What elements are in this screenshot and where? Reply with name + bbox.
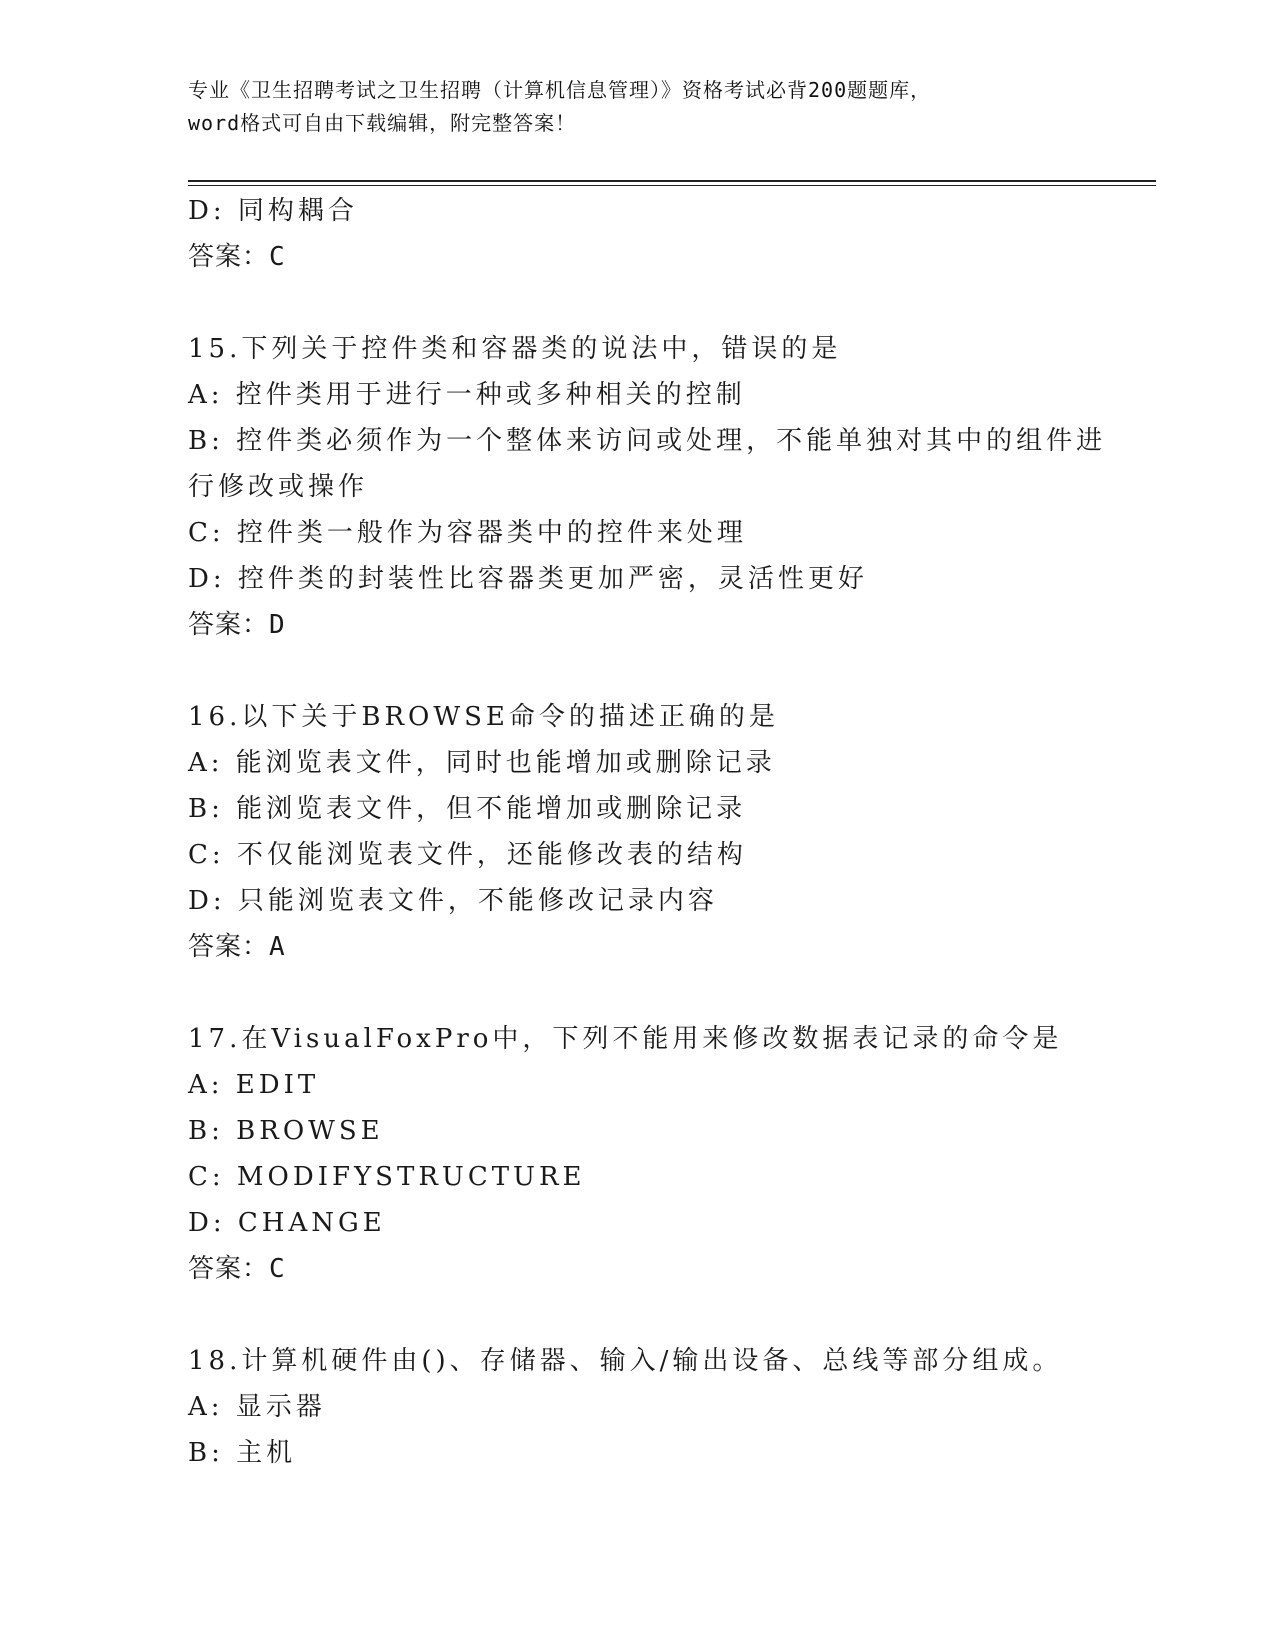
question-15	[188, 326, 1107, 648]
header-line-2: word格式可自由下载编辑，附完整答案！	[188, 111, 577, 135]
option-c: C: MODIFYSTRUCTURE	[188, 1162, 586, 1192]
spacer	[188, 280, 1088, 326]
spacer	[188, 970, 1088, 1016]
question-stem: 15.下列关于控件类和容器类的说法中，错误的是	[188, 334, 842, 364]
answer-label: 答案：	[188, 610, 270, 640]
option-d: D: 控件类的封装性比容器类更加严密，灵活性更好	[188, 564, 868, 594]
option-a: A: 控件类用于进行一种或多种相关的控制	[188, 380, 746, 410]
option-b: B: 能浏览表文件，但不能增加或删除记录	[188, 794, 747, 824]
answer-label: 答案：	[188, 242, 270, 272]
option-b: B: BROWSE	[188, 1116, 384, 1146]
question-14-tail	[188, 188, 1088, 280]
answer-value: D	[269, 610, 286, 640]
answer-value: C	[269, 1254, 286, 1284]
option-b: B: 控件类必须作为一个整体来访问或处理，不能单独对其中的组件进	[188, 426, 1107, 456]
question-18	[188, 1338, 1088, 1476]
spacer	[188, 1292, 1088, 1338]
option-d: D: 同构耦合	[188, 196, 358, 226]
option-a: A: 能浏览表文件，同时也能增加或删除记录	[188, 748, 776, 778]
answer	[188, 924, 1088, 970]
option-a: A: EDIT	[188, 1070, 320, 1100]
answer-label: 答案：	[188, 932, 270, 962]
answer-value: A	[269, 932, 286, 962]
header-divider-thin	[188, 185, 1156, 186]
option-c: C: 不仅能浏览表文件，还能修改表的结构	[188, 840, 747, 870]
question-17	[188, 1016, 1088, 1292]
option-b-continued: 行修改或操作	[188, 472, 369, 502]
header-divider-thick	[188, 180, 1156, 182]
answer-label: 答案：	[188, 1254, 270, 1284]
option-c: C: 控件类一般作为容器类中的控件来处理	[188, 518, 747, 548]
answer-value: C	[269, 242, 286, 272]
question-16	[188, 694, 1088, 970]
header-line-1: 专业《卫生招聘考试之卫生招聘（计算机信息管理）》资格考试必背200题题库，	[188, 78, 932, 102]
option-a: A: 显示器	[188, 1392, 326, 1422]
answer	[188, 1246, 1088, 1292]
question-stem: 17.在VisualFoxPro中，下列不能用来修改数据表记录的命令是	[188, 1024, 1063, 1054]
document-body	[188, 188, 1107, 1476]
document-header	[188, 74, 1088, 140]
option-b: B: 主机	[188, 1438, 297, 1468]
answer	[188, 602, 1088, 648]
answer	[188, 234, 1088, 280]
spacer	[188, 648, 1088, 694]
option-d: D: 只能浏览表文件，不能修改记录内容	[188, 886, 718, 916]
question-stem: 18.计算机硬件由()、存储器、输入/输出设备、总线等部分组成。	[188, 1346, 1063, 1376]
question-stem: 16.以下关于BROWSE命令的描述正确的是	[188, 702, 779, 732]
option-d: D: CHANGE	[188, 1208, 386, 1238]
